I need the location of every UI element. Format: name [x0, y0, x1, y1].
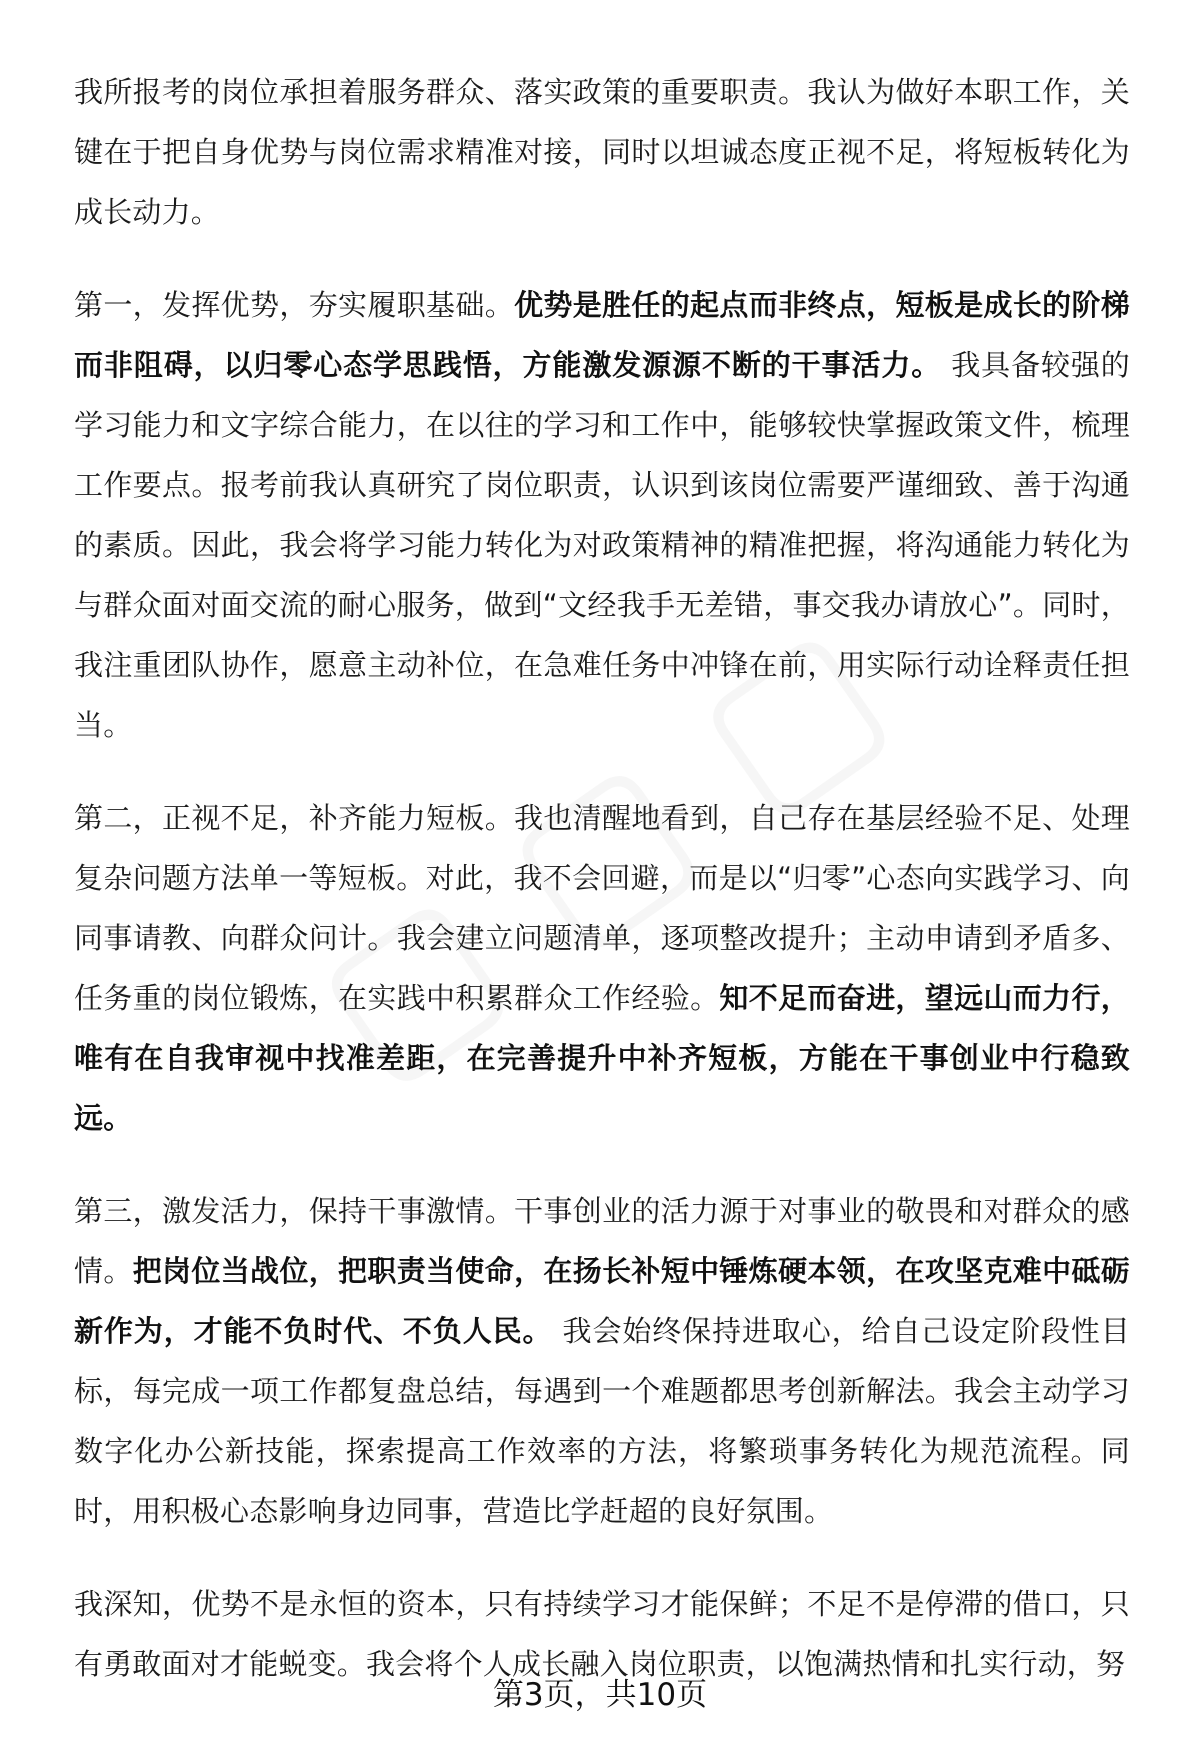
page-number-footer: 第3页，共10页	[492, 1677, 708, 1713]
paragraph-text: 第三，激发活力，保持干事激情。干事创业的活力源于对事业的敬畏和对群众的感情。	[74, 1194, 1130, 1288]
paragraph-text: 我所报考的岗位承担着服务群众、落实政策的重要职责。我认为做好本职工作，关键在于把自身优势与岗位需求精准对接，同时以坦诚态度正视不足，将短板转化为成长动力。	[74, 75, 1130, 229]
paragraph-bold-text: 把岗位当战位，把职责当使命，在扬长补短中锤炼硬本领，在攻坚克难中砥砺新作为，才能不负时代、不负人民。	[74, 1254, 1130, 1348]
paragraph-first	[74, 275, 1130, 755]
paragraph-third	[74, 1181, 1130, 1541]
paragraph-second	[74, 788, 1130, 1148]
paragraph-text: 第一，发挥优势，夯实履职基础。	[74, 288, 515, 322]
paragraph-bold-text: 知不足而奋进，望远山而力行，唯有在自我审视中找准差距，在完善提升中补齐短板，方能在干事创业中行稳致远。	[74, 981, 1130, 1135]
paragraph-text: 我深知，优势不是永恒的资本，只有持续学习才能保鲜；不足不是停滞的借口，只有勇敢面对才能蜕变。我会将个人成长融入岗位职责，以饱满热情和扎实行动，努	[74, 1587, 1130, 1681]
paragraph-intro	[74, 62, 1130, 242]
paragraph-bold-text: 优势是胜任的起点而非终点，短板是成长的阶梯而非阻碍，以归零心态学思践悟，方能激发源源不断的干事活力。	[74, 288, 1130, 382]
paragraph-text: 我具备较强的学习能力和文字综合能力，在以往的学习和工作中，能够较快掌握政策文件，梳理工作要点。报考前我认真研究了岗位职责，认识到该岗位需要严谨细致、善于沟通的素质。因此，我会将学习能力转化为对政策精神的精准把握，将沟通能力转化为与群众面对面交流的耐心服务，做到“文经我手无差错，事交我办请放心”。同时，我注重团队协作，愿意主动补位，在急难任务中冲锋在前，用实际行动诠释责任担当。	[74, 348, 1130, 742]
paragraph-text: 我会始终保持进取心，给自己设定阶段性目标，每完成一项工作都复盘总结，每遇到一个难题都思考创新解法。我会主动学习数字化办公新技能，探索提高工作效率的方法，将繁琐事务转化为规范流程。同时，用积极心态影响身边同事，营造比学赶超的良好氛围。	[74, 1314, 1130, 1528]
paragraph-text: 第二，正视不足，补齐能力短板。我也清醒地看到，自己存在基层经验不足、处理复杂问题方法单一等短板。对此，我不会回避，而是以“归零”心态向实践学习、向同事请教、向群众问计。我会建立问题清单，逐项整改提升；主动申请到矛盾多、任务重的岗位锻炼，在实践中积累群众工作经验。	[74, 801, 1130, 1015]
